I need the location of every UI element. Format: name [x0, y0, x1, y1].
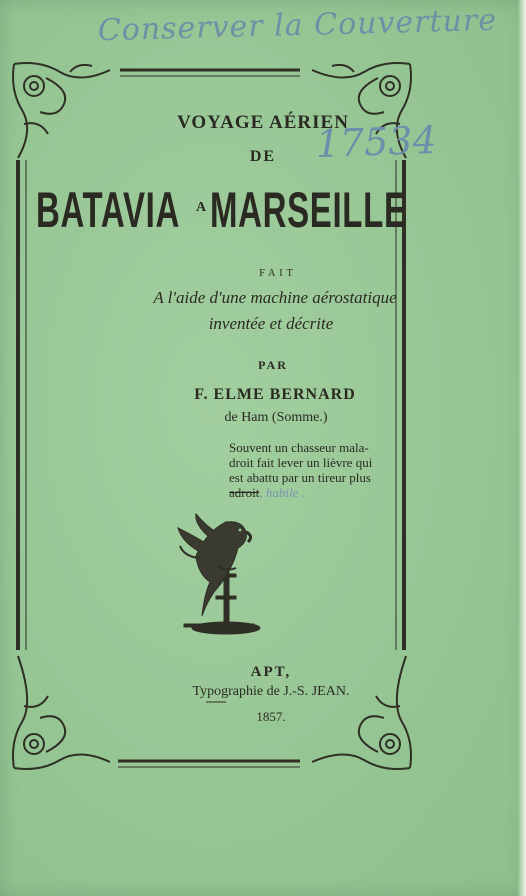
subtitle-line-2: inventée et décrite [208, 314, 334, 333]
title-de: DE [249, 148, 277, 165]
subtitle-line-1: A l'aide d'une machine aérostatique [153, 288, 397, 307]
epigraph [229, 440, 379, 500]
word-fait: FAIT [259, 268, 297, 279]
struck-word: adroit [229, 485, 260, 500]
word-par: PAR [258, 358, 288, 372]
epigraph-line-2: droit fait lever un lièvre qui [229, 455, 373, 470]
title-voyage: VOYAGE AÉRIEN [177, 112, 349, 133]
handwritten-call-number: 17534 [314, 117, 438, 167]
title-a: A [196, 200, 207, 215]
epigraph-line-3: est abattu par un tireur plus [229, 470, 371, 485]
handwritten-correction: , habile . [259, 485, 305, 500]
title-marseille: MARSEILLE [210, 182, 407, 238]
corner-ornament-top-left [13, 63, 110, 158]
main-title [36, 180, 407, 250]
epigraph-line-4 [229, 485, 379, 500]
publisher-name: Typographie de J.-S. JEAN. [192, 684, 350, 699]
publication-year: 1857. [256, 709, 286, 724]
parrot-vignette [176, 512, 266, 642]
author-location: de Ham (Somme.) [224, 410, 328, 425]
title-batavia: BATAVIA [36, 182, 180, 238]
handwritten-note: Conserver la Couverture [97, 2, 498, 49]
epigraph-line-1: Souvent un chasseur mala- [229, 440, 369, 455]
publisher-city: APT, [250, 664, 292, 680]
author-name: F. ELME BERNARD [194, 386, 356, 403]
